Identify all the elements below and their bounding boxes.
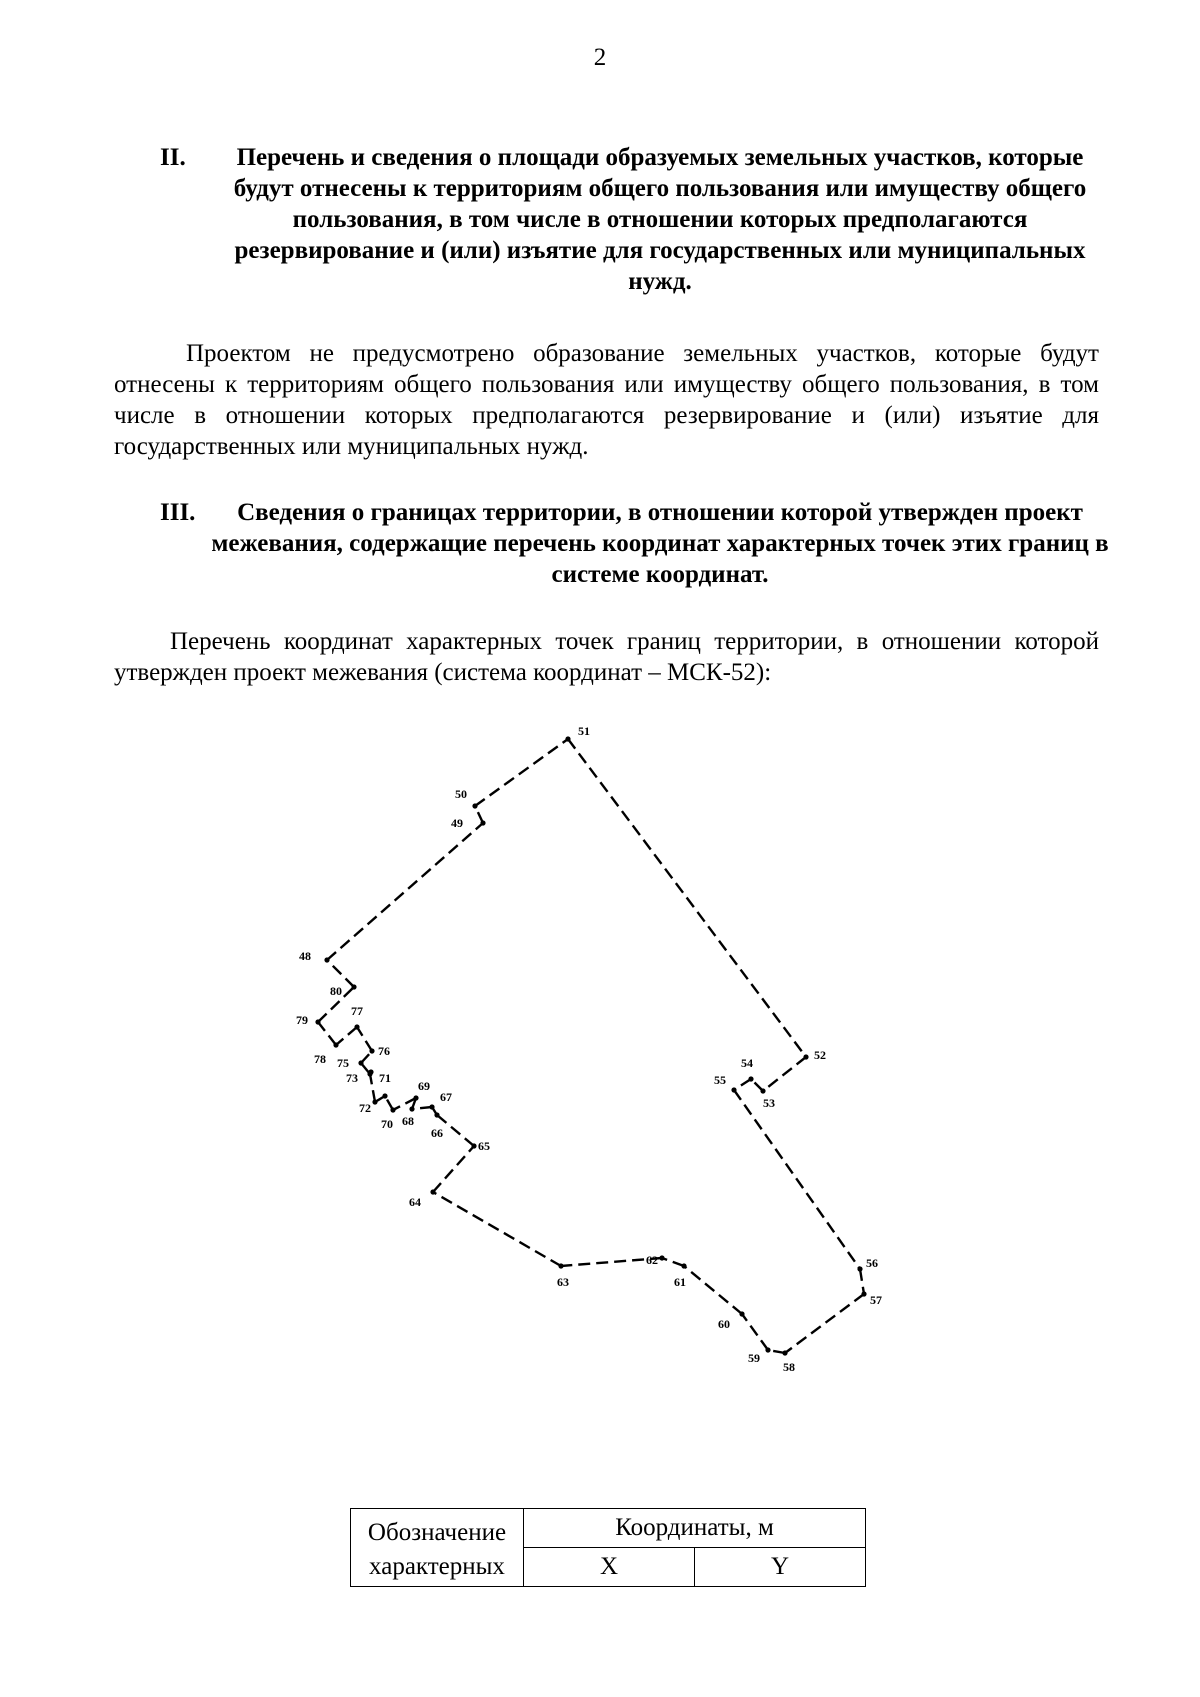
boundary-point-66: [434, 1112, 439, 1117]
boundary-point-70: [390, 1107, 395, 1112]
boundary-point-label-70: 70: [381, 1117, 393, 1131]
header-y: Y: [694, 1548, 865, 1587]
boundary-point-51: [565, 736, 570, 741]
boundary-point-label-67: 67: [440, 1090, 452, 1104]
boundary-point-label-56: 56: [866, 1256, 878, 1270]
boundary-point-53: [760, 1088, 765, 1093]
header-designation: Обозначение характерных: [351, 1509, 524, 1587]
boundary-segment-56-57: [860, 1269, 864, 1294]
boundary-segment-72-73: [370, 1074, 375, 1102]
boundary-point-57: [861, 1291, 866, 1296]
boundary-point-78: [333, 1042, 338, 1047]
boundary-point-71: [382, 1093, 387, 1098]
boundary-segment-80-48: [327, 960, 354, 987]
boundary-point-67: [429, 1104, 434, 1109]
boundary-point-label-52: 52: [814, 1048, 826, 1062]
section-2-number: II.: [160, 144, 186, 171]
boundary-segment-55-56: [734, 1090, 860, 1269]
boundary-point-label-79: 79: [296, 1013, 308, 1027]
boundary-point-label-80: 80: [330, 984, 342, 998]
boundary-point-68: [409, 1106, 414, 1111]
boundary-point-76: [369, 1048, 374, 1053]
boundary-segment-59-60: [742, 1314, 768, 1350]
boundary-point-52: [803, 1054, 808, 1059]
boundary-point-label-72: 72: [359, 1101, 371, 1115]
boundary-segment-60-61: [684, 1266, 742, 1314]
boundary-point-label-76: 76: [378, 1044, 390, 1058]
coordinates-table: [350, 1508, 866, 1587]
boundary-point-label-71: 71: [379, 1071, 391, 1085]
boundary-point-69: [413, 1095, 418, 1100]
boundary-scheme: [0, 700, 1200, 1400]
boundary-point-54: [748, 1076, 753, 1081]
boundary-point-label-61: 61: [674, 1275, 686, 1289]
boundary-point-80: [351, 984, 356, 989]
boundary-point-75: [358, 1060, 363, 1065]
boundary-point-63: [558, 1263, 563, 1268]
page-number: 2: [593, 44, 607, 71]
boundary-point-label-75: 75: [337, 1056, 349, 1070]
section-3-title: Сведения о границах территории, в отношении которой утвержден проект межевания, содержащие перечень координат характерных точек этих границ в системе координат.: [211, 499, 1109, 588]
section-2-heading: [110, 142, 1110, 297]
boundary-segment-78-79: [318, 1022, 336, 1045]
boundary-point-label-65: 65: [478, 1139, 490, 1153]
boundary-point-label-60: 60: [718, 1317, 730, 1331]
section-2-title: Перечень и сведения о площади образуемых земельных участков, которые будут отнесены к территориям общего пользования или имуществу общего пользования, в том числе в отношении которых предполагаются резервирование и (или) изъятие для государственных или муниципальных нужд.: [233, 144, 1087, 295]
boundary-segment-51-52: [568, 739, 806, 1057]
boundary-point-64: [430, 1189, 435, 1194]
boundary-line: [318, 739, 864, 1353]
section-2-paragraph: Проектом не предусмотрено образование земельных участков, которые будут отнесены к территориям общего пользования или имуществу общего пользования, в том числе в отношении которых предполагаются резервирование и (или) изъятие для государственных или муниципальных нужд.: [114, 340, 1099, 460]
boundary-point-60: [739, 1311, 744, 1316]
boundary-point-label-49: 49: [451, 816, 463, 830]
boundary-point-label-78: 78: [314, 1052, 326, 1066]
boundary-segment-52-53: [763, 1057, 806, 1091]
boundary-point-74: [368, 1069, 373, 1074]
boundary-point-72: [372, 1099, 377, 1104]
boundary-segment-63-64: [433, 1192, 561, 1266]
boundary-segment-76-77: [357, 1027, 372, 1051]
boundary-point-label-68: 68: [402, 1114, 414, 1128]
section-3-paragraph: Перечень координат характерных точек границ территории, в отношении которой утвержден проект межевания (система координат – МСК-52):: [114, 628, 1099, 686]
header-coordinates: Координаты, м: [524, 1509, 866, 1548]
boundary-segment-48-49: [327, 823, 483, 960]
boundary-point-65: [471, 1143, 476, 1148]
boundary-point-48: [324, 957, 329, 962]
boundary-segment-57-58: [785, 1294, 864, 1353]
boundary-point-label-69: 69: [418, 1079, 430, 1093]
boundary-segment-54-55: [734, 1079, 751, 1090]
boundary-point-55: [731, 1087, 736, 1092]
boundary-segment-49-50: [475, 806, 483, 823]
boundary-segment-67-68: [412, 1107, 432, 1109]
header-x: X: [524, 1548, 695, 1587]
boundary-point-58: [782, 1350, 787, 1355]
boundary-point-label-59: 59: [748, 1351, 760, 1365]
boundary-segment-64-65: [433, 1146, 474, 1192]
boundary-point-61: [681, 1263, 686, 1268]
boundary-point-label-54: 54: [741, 1056, 753, 1070]
boundary-point-label-58: 58: [783, 1360, 795, 1374]
boundary-point-label-64: 64: [409, 1195, 421, 1209]
boundary-segment-61-62: [662, 1258, 684, 1266]
boundary-point-label-51: 51: [578, 724, 590, 738]
boundary-point-label-57: 57: [870, 1293, 882, 1307]
boundary-point-label-48: 48: [299, 949, 311, 963]
boundary-segment-50-51: [475, 739, 568, 806]
boundary-point-label-63: 63: [557, 1275, 569, 1289]
boundary-point-label-62: 62: [646, 1253, 658, 1267]
boundary-point-label-50: 50: [455, 787, 467, 801]
boundary-point-79: [315, 1019, 320, 1024]
boundary-point-label-55: 55: [714, 1073, 726, 1087]
boundary-point-56: [857, 1266, 862, 1271]
boundary-point-label-73: 73: [346, 1071, 358, 1085]
boundary-segment-77-78: [336, 1027, 357, 1045]
boundary-point-62: [659, 1255, 664, 1260]
boundary-point-59: [765, 1347, 770, 1352]
boundary-point-label-66: 66: [431, 1126, 443, 1140]
boundary-point-77: [354, 1024, 359, 1029]
section-3-number: III.: [160, 499, 196, 526]
boundary-point-label-53: 53: [763, 1096, 775, 1110]
boundary-point-50: [472, 803, 477, 808]
boundary-point-label-77: 77: [351, 1004, 363, 1018]
boundary-points: [296, 724, 882, 1374]
boundary-point-49: [480, 820, 485, 825]
section-3-heading: [110, 497, 1110, 590]
